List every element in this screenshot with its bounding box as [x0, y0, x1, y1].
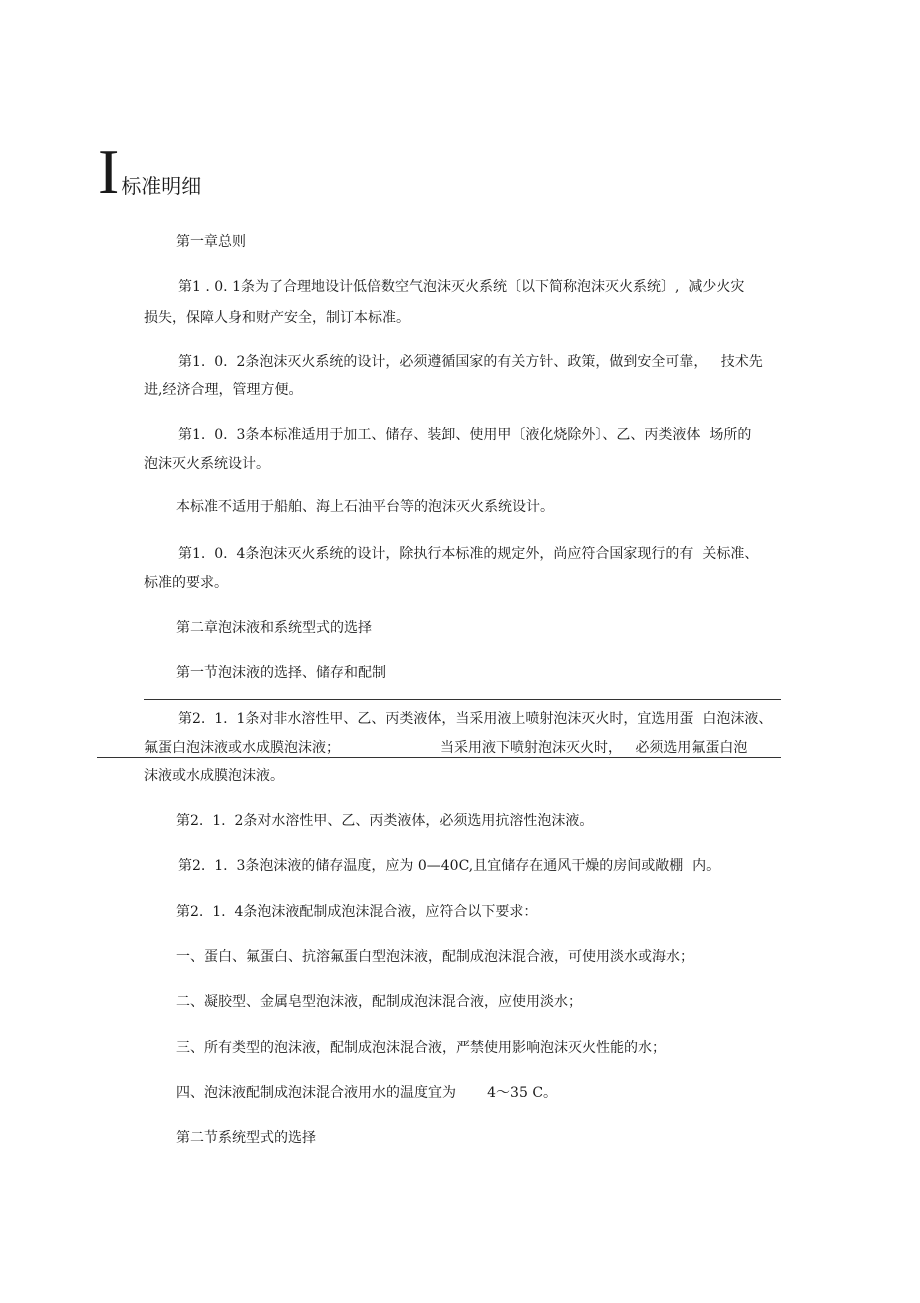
- horizontal-rule-top: [144, 699, 781, 700]
- article-2-1-3: 第2. 1. 3条泡沫液的储存温度，应为 0—40C,且宜储存在通风干燥的房间或敞棚 内。: [178, 858, 721, 874]
- article-2-1-1-line-2a: 氟蛋白泡沫液或水成膜泡沫液；: [144, 740, 340, 756]
- article-1-0-2-line-2: 进,经济合理，管理方便。: [144, 382, 303, 398]
- list-item-4: 四、泡沫液配制成泡沫混合液用水的温度宜为 4～35 C。: [176, 1085, 558, 1101]
- chapter-1-title: 第一章总则: [176, 234, 246, 250]
- page-heading: [98, 136, 202, 207]
- article-2-1-1-line-2b: 当采用液下喷射泡沫灭火时， 必须选用氟蛋白泡: [440, 740, 748, 756]
- section-2-title: 第二节系统型式的选择: [176, 1130, 316, 1146]
- article-1-0-4-line-2: 标准的要求。: [144, 575, 228, 591]
- horizontal-rule-bottom: [97, 757, 781, 758]
- article-2-1-1-line-3: 沫液或水成膜泡沫液。: [144, 768, 284, 784]
- article-1-0-1-line-2: 损失，保障人身和财产安全，制订本标准。: [144, 310, 410, 326]
- article-1-0-2-line-1: 第1. 0. 2条泡沫灭火系统的设计，必须遵循国家的有关方针、政策，做到安全可靠， 技术先: [178, 354, 763, 370]
- list-item-1: 一、蛋白、氟蛋白、抗溶氟蛋白型泡沫液，配制成泡沫混合液，可使用淡水或海水；: [176, 949, 694, 965]
- article-1-0-1-line-1: 第1 . 0. 1条为了合理地设计低倍数空气泡沫灭火系统〔以下简称泡沫灭火系统〕, 减少火灾: [178, 279, 745, 295]
- article-2-1-4: 第2. 1. 4条泡沫液配制成泡沫混合液，应符合以下要求：: [176, 904, 538, 920]
- article-1-0-3-note: 本标准不适用于船舶、海上石油平台等的泡沫灭火系统设计。: [176, 499, 554, 515]
- heading-title: 标准明细: [121, 174, 202, 198]
- article-2-1-2: 第2. 1. 2条对水溶性甲、乙、丙类液体，必须选用抗溶性泡沫液。: [176, 813, 594, 829]
- heading-numeral: I: [98, 136, 120, 207]
- section-1-title: 第一节泡沫液的选择、储存和配制: [176, 665, 386, 681]
- list-item-2: 二、凝胶型、金属皂型泡沫液，配制成泡沫混合液，应使用淡水；: [176, 994, 582, 1010]
- list-item-3: 三、所有类型的泡沫液，配制成泡沫混合液，严禁使用影响泡沫灭火性能的水；: [176, 1040, 666, 1056]
- article-1-0-3-line-1: 第1. 0. 3条本标准适用于加工、储存、装卸、使用甲〔液化烧除外〕、乙、丙类液体 场所的: [178, 427, 752, 443]
- chapter-2-title: 第二章泡沫液和系统型式的选择: [176, 620, 372, 636]
- article-2-1-1-line-1: 第2. 1. 1条对非水溶性甲、乙、丙类液体，当采用液上喷射泡沫灭火时，宜选用蛋 白泡沫液、: [178, 711, 773, 727]
- article-1-0-3-line-2: 泡沫灭火系统设计。: [144, 456, 270, 472]
- article-1-0-4-line-1: 第1. 0. 4条泡沫灭火系统的设计，除执行本标准的规定外，尚应符合国家现行的有 关标准、: [178, 546, 759, 562]
